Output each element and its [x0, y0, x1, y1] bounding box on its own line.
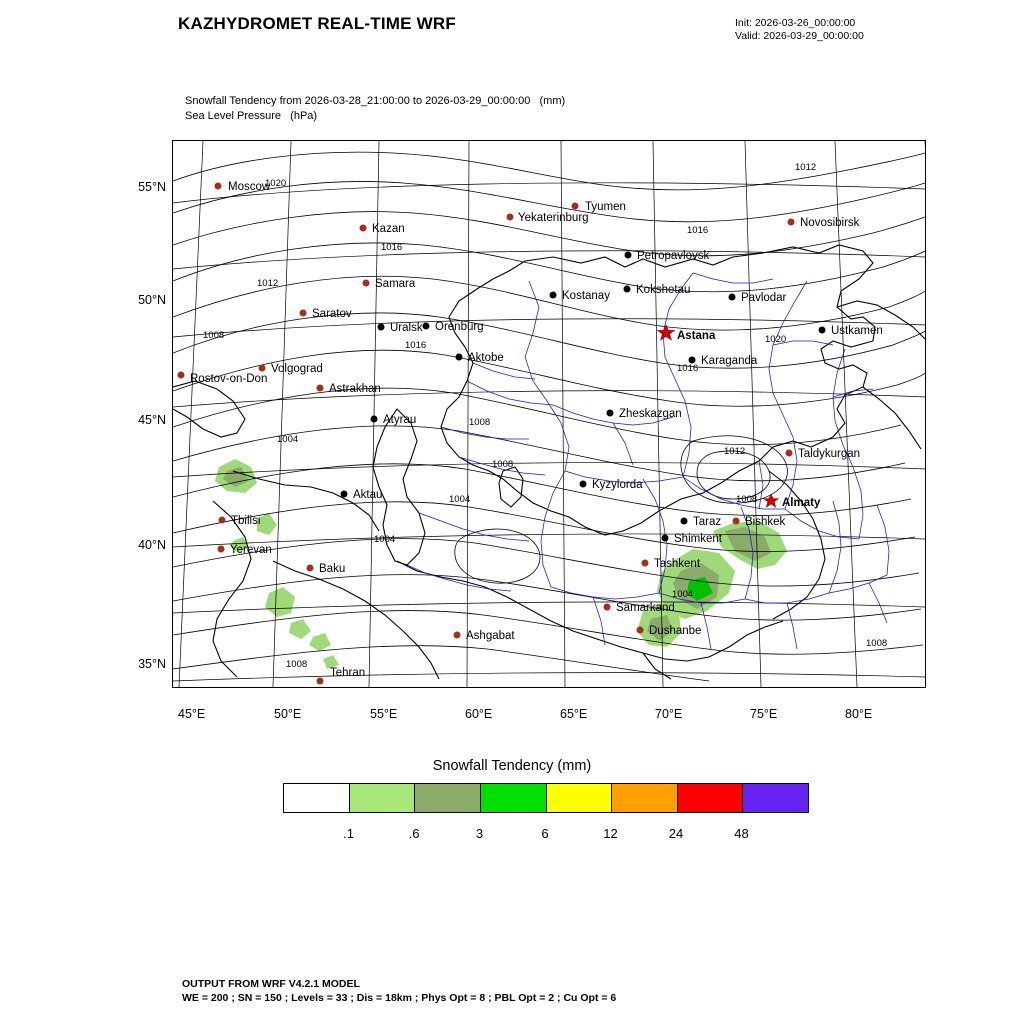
city-label: Pavlodar [741, 292, 787, 304]
city-marker [219, 517, 226, 524]
model-output-footer [182, 978, 616, 1005]
init-valid-block [735, 17, 864, 43]
colorbar-ticks [283, 826, 807, 844]
city-marker [360, 225, 367, 232]
city-label: Yekaterinburg [518, 212, 589, 224]
city-marker [550, 292, 557, 299]
colorbar-title: Snowfall Tendency (mm) [432, 758, 592, 774]
city-marker [456, 354, 463, 361]
city-label: Karaganda [701, 355, 758, 367]
city-marker [218, 546, 225, 553]
city-label: Bishkek [745, 516, 786, 528]
colorbar-segment [284, 784, 349, 812]
city-label: Samarkand [616, 602, 675, 614]
colorbar-segment [480, 784, 546, 812]
colorbar-segment [546, 784, 612, 812]
valid-time: Valid: 2026-03-29_00:00:00 [735, 30, 864, 42]
isobar-label: 1012 [257, 278, 279, 289]
city-marker [604, 604, 611, 611]
colorbar-segment [611, 784, 677, 812]
lat-label-45N: 45°N [138, 413, 166, 427]
colorbar-tick-label: .1 [343, 826, 354, 841]
isobar-label: 1008 [469, 417, 491, 428]
city-label: Tbilisi [231, 515, 261, 527]
city-label: Aktobe [468, 352, 504, 364]
city-label: Novosibirsk [800, 217, 860, 229]
isobar-label: 1004 [672, 589, 694, 600]
lon-label-45E: 45°E [178, 707, 206, 721]
slp-line: Sea Level Pressure (hPa) [185, 110, 318, 122]
colorbar-tick-label: 24 [668, 826, 684, 841]
city-marker [363, 280, 370, 287]
city-label: Kazan [372, 223, 405, 235]
init-time: Init: 2026-03-26_00:00:00 [735, 17, 856, 29]
lon-label-65E: 65°E [560, 707, 588, 721]
city-marker [378, 324, 385, 331]
city-label: Volgograd [271, 363, 323, 375]
lon-label-50E: 50°E [274, 707, 302, 721]
isobar-label: 1008 [286, 659, 308, 670]
city-label: Taraz [693, 516, 722, 528]
colorbar-tick-label: 6 [541, 826, 549, 841]
isobar-label: 1012 [795, 162, 817, 173]
colorbar[interactable] [283, 783, 809, 813]
city-label: Aktau [353, 489, 383, 501]
city-label: Kokshetau [636, 284, 691, 296]
city-label: Tyumen [585, 201, 626, 213]
lat-label-35N: 35°N [138, 657, 166, 671]
field-description [185, 94, 565, 124]
city-marker [642, 560, 649, 567]
city-marker [580, 481, 587, 488]
lon-label-70E: 70°E [655, 707, 683, 721]
isobar-label: 1008 [203, 330, 225, 341]
isobar-label: 1004 [374, 534, 396, 545]
isobar-label: 1016 [381, 242, 403, 253]
city-marker [300, 310, 307, 317]
city-label: Saratov [312, 308, 352, 320]
city-marker [662, 535, 669, 542]
isobar-label: 1016 [677, 363, 699, 374]
lat-label-55N: 55°N [138, 180, 166, 194]
city-label: Shimkent [674, 533, 722, 545]
isobar-label: 1008 [866, 638, 888, 649]
city-marker [572, 203, 579, 210]
city-label: Baku [319, 563, 346, 575]
city-marker [507, 214, 514, 221]
city-marker [819, 327, 826, 334]
colorbar-segment [677, 784, 743, 812]
city-marker [607, 410, 614, 417]
lat-label-50N: 50°N [138, 293, 166, 307]
city-label: Ashgabat [466, 630, 515, 642]
city-marker [423, 323, 430, 330]
colorbar-tick-label: 12 [603, 826, 618, 841]
city-label: Dushanbe [649, 625, 702, 637]
city-label: Rostov-on-Don [190, 373, 268, 385]
city-label: Tehran [330, 667, 366, 679]
city-label: Kostanay [562, 290, 610, 302]
page-title: KAZHYDROMET REAL-TIME WRF [178, 14, 456, 33]
city-label: Atyrau [383, 414, 417, 426]
colorbar-segment [349, 784, 415, 812]
city-marker [681, 518, 688, 525]
city-label: Astrakhan [329, 383, 381, 395]
lon-label-55E: 55°E [370, 707, 398, 721]
city-label: Orenburg [435, 321, 484, 333]
city-marker [317, 678, 324, 685]
city-label: Almaty [782, 497, 821, 509]
lon-label-60E: 60°E [465, 707, 493, 721]
city-marker [663, 330, 670, 337]
city-marker [786, 450, 793, 457]
city-label: Uralsk [390, 322, 423, 334]
isobar-label: 1012 [724, 446, 746, 457]
footer-line-2: WE = 200 ; SN = 150 ; Levels = 33 ; Dis = 18km ; Phys Opt = 8 ; PBL Opt = 2 ; Cu Opt = 6 [182, 991, 617, 1004]
colorbar-segment [414, 784, 480, 812]
isobar-label: 1008 [736, 494, 758, 505]
colorbar-tick-label: 3 [475, 826, 484, 841]
city-label: Kyzylorda [592, 479, 643, 491]
city-marker [307, 565, 314, 572]
colorbar-tick-label: 48 [734, 826, 749, 841]
colorbar-tick-label: .6 [408, 826, 420, 841]
city-marker [625, 252, 632, 259]
isobar-label: 1016 [687, 225, 709, 236]
city-label: Taldykurgan [798, 448, 861, 460]
city-marker [215, 183, 222, 190]
snowfall-tendency-line: Snowfall Tendency from 2026-03-28_21:00:00 to 2026-03-29_00:00:00 (mm) [185, 95, 566, 107]
isobar-label: 1004 [449, 494, 471, 505]
isobar-label: 1004 [277, 434, 299, 445]
city-marker [341, 491, 348, 498]
lat-label-40N: 40°N [138, 538, 166, 552]
city-label: Tashkent [654, 558, 701, 570]
lon-label-75E: 75°E [750, 707, 778, 721]
city-marker [178, 372, 185, 379]
city-label: Yerevan [230, 544, 272, 556]
city-marker [729, 294, 736, 301]
isobar-label: 1016 [405, 340, 427, 351]
colorbar-segment [742, 784, 808, 812]
city-marker [788, 219, 795, 226]
city-marker [371, 416, 378, 423]
city-marker [317, 385, 324, 392]
city-marker [768, 498, 775, 505]
city-marker [733, 518, 740, 525]
city-marker [624, 286, 631, 293]
isobar-label: 1008 [492, 459, 514, 470]
lon-label-80E: 80°E [845, 707, 873, 721]
map-panel[interactable] [172, 140, 926, 688]
city-label: Astana [677, 330, 716, 342]
city-marker [454, 632, 461, 639]
city-marker [637, 627, 644, 634]
isobar-label: 1020 [765, 334, 787, 345]
city-marker [259, 365, 266, 372]
city-label: Ustkamen [831, 325, 883, 337]
city-label: Moscow [228, 181, 271, 193]
isobar-label: 1020 [265, 178, 287, 189]
city-label: Petropavlovsk [637, 250, 710, 262]
footer-line-1: OUTPUT FROM WRF V4.2.1 MODEL [182, 978, 360, 990]
city-label: Samara [375, 278, 416, 290]
city-label: Zheskazgan [619, 408, 682, 420]
